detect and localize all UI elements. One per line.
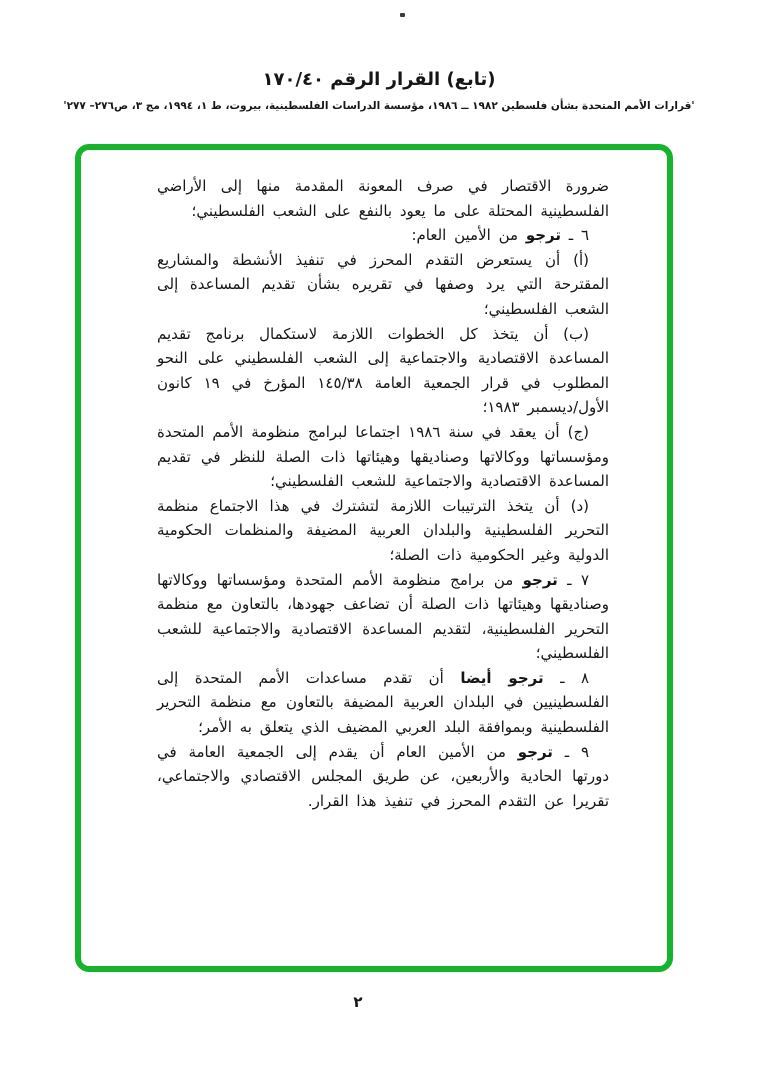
resolution-title: (تابع) القرار الرقم ١٧٠/٤٠	[262, 69, 496, 90]
highlight-box	[75, 144, 673, 972]
scan-artifact-dot	[400, 13, 405, 17]
bold-keyword: ترجو	[522, 570, 558, 589]
source-citation: 'قرارات الأمم المتحدة بشأن فلسطين ١٩٨٢ ــ ١٩٨٦، مؤسسة الدراسات الفلسطينية، بيروت، ط ١، ١٩٩٤، مج ٣، ص٢٧٦– ٢٧٧'	[63, 100, 695, 112]
bold-keyword: ترجو	[517, 742, 553, 761]
paragraph-6a: (أ) أن يستعرض التقدم المحرز في تنفيذ الأنشطة والمشاريع المقترحة التي يرد وصفها في تقريره بشأن تقديم المساعدة إلى الشعب الفلسطيني؛	[157, 250, 609, 318]
paragraph-7	[157, 568, 609, 666]
page-number: ٢	[353, 993, 363, 1011]
paragraph-text: أن تقدم مساعدات الأمم المتحدة إلى الفلسطينيين في البلدان العربية المضيفة بالتعاون مع منظمة التحرير الفلسطينية وبموافقة البلد العربي المضيف الذي يتعلق به الأمر؛	[157, 668, 609, 737]
paragraph-6b: (ب) أن يتخذ كل الخطوات اللازمة لاستكمال برنامج تقديم المساعدة الاقتصادية والاجتماعية إلى الشعب الفلسطيني على النحو المطلوب في قرار الجمعية العامة ١٤٥/٣٨ المؤرخ في ١٩ كانون الأول/ديسمبر ١٩٨٣؛	[157, 324, 609, 417]
paragraph-8	[157, 666, 609, 740]
paragraph-number: ٦ ـ	[561, 226, 589, 245]
bold-keyword: ترجو	[525, 226, 561, 245]
paragraph-number: ٨ ـ	[543, 668, 589, 687]
bold-keyword: ترجو أيضا	[460, 668, 544, 687]
paragraph-number: ٩ ـ	[552, 742, 589, 761]
paragraph-text: من الأمين العام أن يقدم إلى الجمعية العامة في دورتها الحادية والأربعين، عن طريق المجلس الاقتصادي والاجتماعي، تقريرا عن التقدم المحرز في تنفيذ هذا القرار.	[157, 742, 609, 810]
paragraph-6c: (ج) أن يعقد في سنة ١٩٨٦ اجتماعا لبرامج منظومة الأمم المتحدة ومؤسساتها ووكالاتها وصناديقها وهيئاتها ذات الصلة للنظر في تقديم المساعدة الاقتصادية والاجتماعية للشعب الفلسطيني؛	[157, 422, 609, 491]
paragraph-number: ٧ ـ	[557, 570, 589, 589]
paragraph-text: من برامج منظومة الأمم المتحدة ومؤسساتها ووكالاتها وصناديقها وهيئاتها ذات الصلة أن تضاعف جهودها، بالتعاون مع منظمة التحرير الفلسطينية، لتقديم المساعدة الاقتصادية والاجتماعية للشعب الفلسطيني؛	[157, 570, 609, 663]
paragraph-9	[157, 740, 609, 814]
paragraph-text: من الأمين العام:	[411, 226, 526, 245]
paragraph-intro: ضرورة الاقتصار في صرف المعونة المقدمة منها إلى الأراضي الفلسطينية المحتلة على ما يعود بالنفع على الشعب الفلسطيني؛	[157, 177, 609, 220]
paragraph-6	[157, 223, 609, 248]
resolution-body	[157, 174, 609, 813]
paragraph-6d: (د) أن يتخذ الترتيبات اللازمة لتشترك في هذا الاجتماع منظمة التحرير الفلسطينية والبلدان العربية المضيفة والمنظمات الحكومية الدولية وغير الحكومية ذات الصلة؛	[157, 496, 609, 564]
